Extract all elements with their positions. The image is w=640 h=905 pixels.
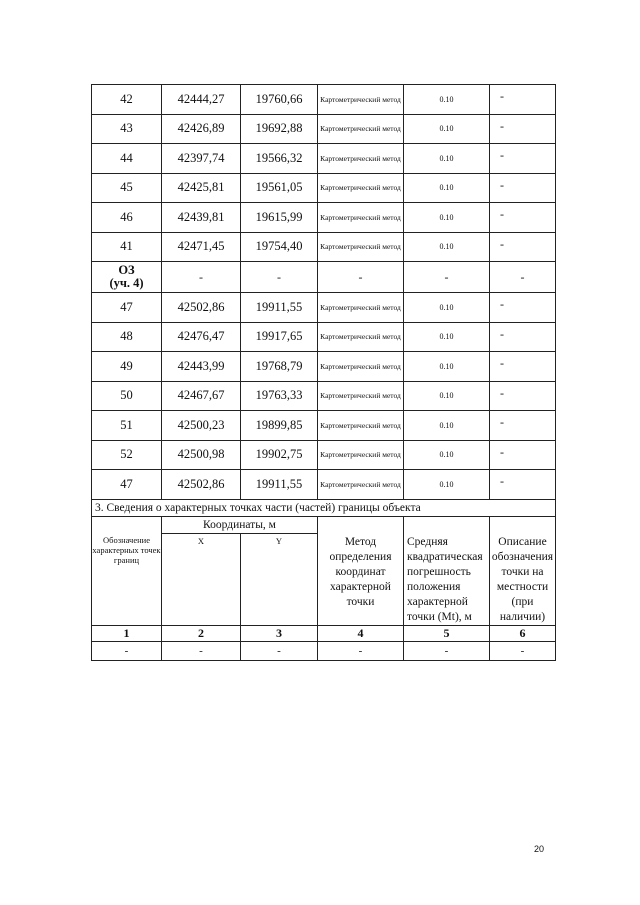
point-method-cell: Картометрический метод — [318, 232, 404, 262]
point-id-cell: 43 — [92, 114, 162, 144]
point-y-cell: 19899,85 — [241, 411, 318, 441]
point-y-cell: 19566,32 — [241, 144, 318, 174]
coords-label: Координаты, м — [162, 516, 318, 533]
section3-title: 3. Сведения о характерных точках части (частей) границы объекта — [92, 499, 556, 516]
header-x: X — [162, 533, 241, 626]
point-mt-cell: 0.10 — [404, 470, 490, 500]
point-y-cell: 19768,79 — [241, 352, 318, 382]
point-id-cell: 51 — [92, 411, 162, 441]
point-mt-cell: 0.10 — [404, 322, 490, 352]
point-x-cell: 42502,86 — [162, 470, 241, 500]
point-id-cell: 48 — [92, 322, 162, 352]
point-method-cell: Картометрический метод — [318, 381, 404, 411]
point-row — [92, 173, 556, 203]
empty-data-row — [92, 642, 556, 661]
empty-cell-5: - — [404, 642, 490, 661]
point-row — [92, 411, 556, 441]
coords-label-spacer-6 — [490, 516, 556, 533]
point-x-cell: 42476,47 — [162, 322, 241, 352]
point-mt-cell: 0.10 — [404, 114, 490, 144]
point-y-cell: 19760,66 — [241, 85, 318, 115]
point-desc-cell: - — [490, 470, 556, 500]
point-row — [92, 85, 556, 115]
oz-label-line1: ОЗ — [118, 263, 135, 277]
point-method-cell: Картометрический метод — [318, 411, 404, 441]
empty-cell-6: - — [490, 642, 556, 661]
point-mt-cell: 0.10 — [404, 352, 490, 382]
section3-header-row — [92, 533, 556, 626]
point-x-cell: 42425,81 — [162, 173, 241, 203]
oz-x-cell: - — [162, 262, 241, 293]
point-row — [92, 232, 556, 262]
point-y-cell: 19917,65 — [241, 322, 318, 352]
point-y-cell: 19692,88 — [241, 114, 318, 144]
point-row — [92, 381, 556, 411]
point-x-cell: 42443,99 — [162, 352, 241, 382]
point-id-cell: 47 — [92, 470, 162, 500]
column-number-1: 1 — [92, 626, 162, 642]
point-mt-cell: 0.10 — [404, 293, 490, 323]
section3-body — [92, 499, 556, 661]
point-id-cell: 49 — [92, 352, 162, 382]
point-desc-cell: - — [490, 114, 556, 144]
point-desc-cell: - — [490, 440, 556, 470]
coords-label-spacer-4 — [318, 516, 404, 533]
point-row — [92, 144, 556, 174]
point-row — [92, 293, 556, 323]
column-number-6: 6 — [490, 626, 556, 642]
coords-label-spacer-5 — [404, 516, 490, 533]
column-number-2: 2 — [162, 626, 241, 642]
boundary-points-table — [91, 84, 556, 661]
header-y: Y — [241, 533, 318, 626]
point-id-cell: 47 — [92, 293, 162, 323]
empty-cell-3: - — [241, 642, 318, 661]
oz-mt-cell: - — [404, 262, 490, 293]
point-row — [92, 114, 556, 144]
point-x-cell: 42444,27 — [162, 85, 241, 115]
point-id-cell: 46 — [92, 203, 162, 233]
point-x-cell: 42397,74 — [162, 144, 241, 174]
point-x-cell: 42439,81 — [162, 203, 241, 233]
oz-y-cell: - — [241, 262, 318, 293]
point-x-cell: 42426,89 — [162, 114, 241, 144]
point-y-cell: 19763,33 — [241, 381, 318, 411]
point-id-cell: 41 — [92, 232, 162, 262]
point-id-cell: 52 — [92, 440, 162, 470]
point-mt-cell: 0.10 — [404, 173, 490, 203]
oz-desc-cell: - — [490, 262, 556, 293]
coords-label-spacer — [92, 516, 162, 533]
point-method-cell: Картометрический метод — [318, 440, 404, 470]
point-row — [92, 470, 556, 500]
point-id-cell: 45 — [92, 173, 162, 203]
point-x-cell: 42500,23 — [162, 411, 241, 441]
point-method-cell: Картометрический метод — [318, 470, 404, 500]
header-mt: Средняя квадратическая погрешность положения характерной точки (Mt), м — [404, 533, 490, 626]
point-mt-cell: 0.10 — [404, 440, 490, 470]
point-y-cell: 19615,99 — [241, 203, 318, 233]
point-id-cell: 50 — [92, 381, 162, 411]
point-row — [92, 322, 556, 352]
column-number-3: 3 — [241, 626, 318, 642]
oz-body — [92, 262, 556, 293]
column-numbers-row — [92, 626, 556, 642]
point-y-cell: 19902,75 — [241, 440, 318, 470]
point-row — [92, 203, 556, 233]
point-desc-cell: - — [490, 85, 556, 115]
header-description: Описание обозначения точки на местности (при наличии) — [490, 533, 556, 626]
coords-label-row — [92, 516, 556, 533]
empty-cell-2: - — [162, 642, 241, 661]
point-x-cell: 42502,86 — [162, 293, 241, 323]
point-method-cell: Картометрический метод — [318, 85, 404, 115]
point-x-cell: 42500,98 — [162, 440, 241, 470]
header-method: Метод определения координат характерной точки — [318, 533, 404, 626]
point-y-cell: 19911,55 — [241, 293, 318, 323]
point-x-cell: 42467,67 — [162, 381, 241, 411]
point-method-cell: Картометрический метод — [318, 352, 404, 382]
point-desc-cell: - — [490, 411, 556, 441]
points-a-body — [92, 85, 556, 262]
point-method-cell: Картометрический метод — [318, 322, 404, 352]
point-mt-cell: 0.10 — [404, 381, 490, 411]
empty-cell-1: - — [92, 642, 162, 661]
point-desc-cell: - — [490, 232, 556, 262]
point-desc-cell: - — [490, 293, 556, 323]
column-number-4: 4 — [318, 626, 404, 642]
point-id-cell: 42 — [92, 85, 162, 115]
point-row — [92, 440, 556, 470]
point-row — [92, 352, 556, 382]
column-number-5: 5 — [404, 626, 490, 642]
point-method-cell: Картометрический метод — [318, 144, 404, 174]
point-method-cell: Картометрический метод — [318, 293, 404, 323]
point-desc-cell: - — [490, 203, 556, 233]
point-mt-cell: 0.10 — [404, 203, 490, 233]
point-y-cell: 19561,05 — [241, 173, 318, 203]
point-desc-cell: - — [490, 322, 556, 352]
point-desc-cell: - — [490, 173, 556, 203]
point-method-cell: Картометрический метод — [318, 114, 404, 144]
oz-method-cell: - — [318, 262, 404, 293]
point-mt-cell: 0.10 — [404, 144, 490, 174]
point-desc-cell: - — [490, 352, 556, 382]
point-mt-cell: 0.10 — [404, 85, 490, 115]
point-desc-cell: - — [490, 144, 556, 174]
point-method-cell: Картометрический метод — [318, 173, 404, 203]
section3-title-row — [92, 499, 556, 516]
points-b-body — [92, 293, 556, 500]
empty-cell-4: - — [318, 642, 404, 661]
point-x-cell: 42471,45 — [162, 232, 241, 262]
oz-label-cell — [92, 262, 162, 293]
header-designation: Обозначение характерных точек границ — [92, 533, 162, 626]
point-y-cell: 19911,55 — [241, 470, 318, 500]
point-mt-cell: 0.10 — [404, 411, 490, 441]
point-y-cell: 19754,40 — [241, 232, 318, 262]
point-mt-cell: 0.10 — [404, 232, 490, 262]
point-desc-cell: - — [490, 381, 556, 411]
point-id-cell: 44 — [92, 144, 162, 174]
point-method-cell: Картометрический метод — [318, 203, 404, 233]
page-number: 20 — [534, 844, 545, 854]
oz-row — [92, 262, 556, 293]
oz-label-line2: (уч. 4) — [109, 276, 144, 290]
